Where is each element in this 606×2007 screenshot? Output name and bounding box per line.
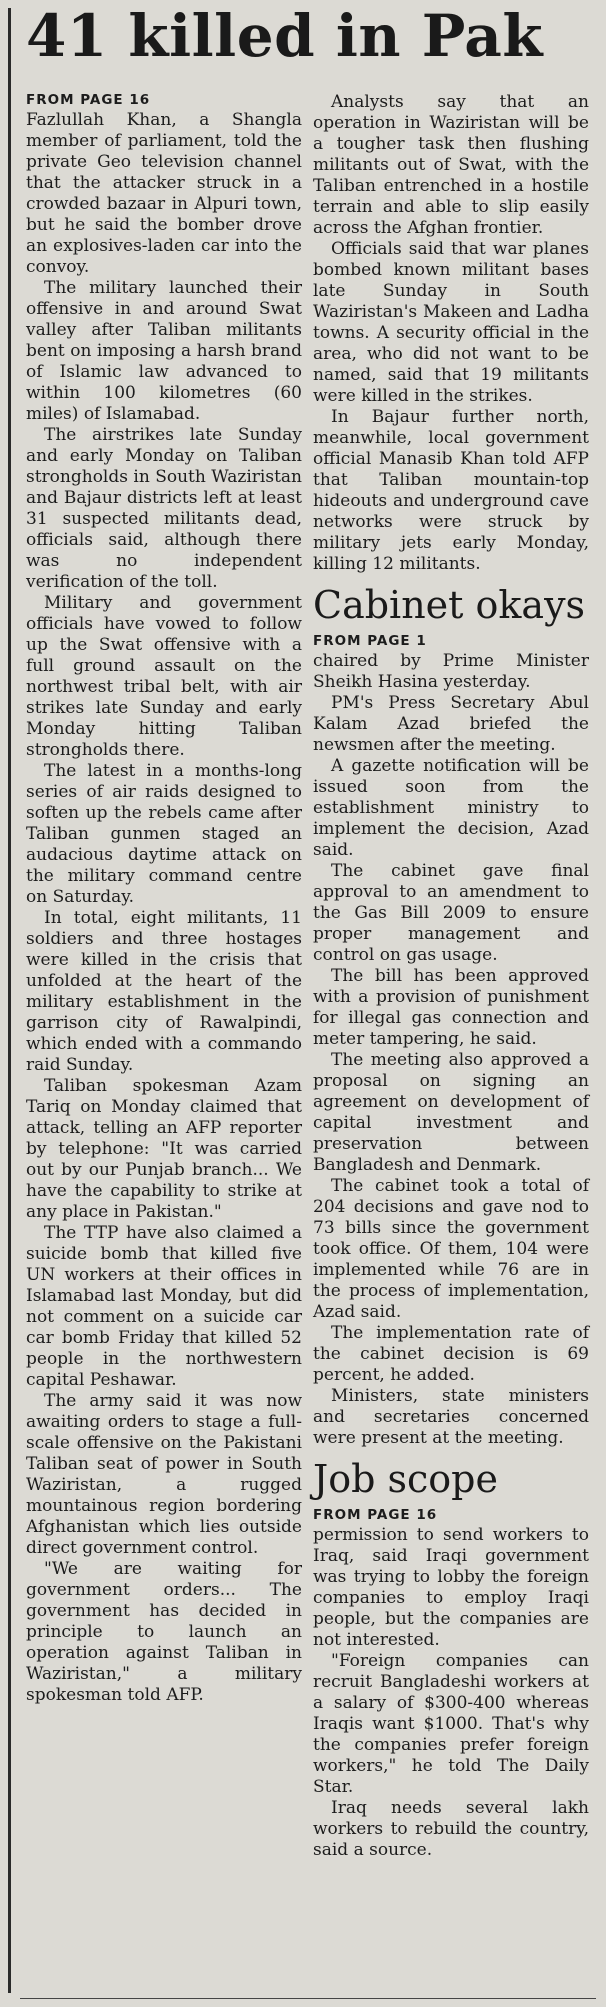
story3-kicker: FROM PAGE 16	[313, 1507, 438, 1523]
story2-paragraph: PM's Press Secretary Abul Kalam Azad briefed the newsmen after the meeting.	[313, 693, 589, 755]
story3-paragraph: "Foreign companies can recruit Bangladeshi workers at a salary of $300-400 whereas Iraqis want $1000. That's why the companies prefer foreign workers," he told The Daily Star.	[313, 1651, 589, 1797]
story1-paragraph: The military launched their offensive in and around Swat valley after Taliban militants bent on imposing a harsh brand of Islamic law advanced to within 100 kilometres (60 miles) of Islamabad.	[26, 278, 302, 424]
column-left	[26, 92, 302, 1706]
story2-paragraph: The cabinet gave final approval to an amendment to the Gas Bill 2009 to ensure proper management and control on gas usage.	[313, 861, 589, 965]
column-rule	[8, 8, 11, 1993]
bottom-rule	[20, 1998, 596, 1999]
story3-paragraph: Iraq needs several lakh workers to rebuild the country, said a source.	[313, 1798, 589, 1860]
story1-paragraph: The latest in a months-long series of air raids designed to soften up the rebels came after Taliban gunmen staged an audacious daytime attack on the military command centre on Saturday.	[26, 761, 302, 907]
story3-title: Job scope	[313, 1457, 498, 1501]
story2-paragraph: A gazette notification will be issued soon from the establishment ministry to implement the decision, Azad said.	[313, 756, 589, 860]
story3-paragraph: permission to send workers to Iraq, said Iraqi government was trying to lobby the foreign companies to employ Iraqi people, but the companies are not interested.	[313, 1525, 589, 1650]
story1-paragraph: In total, eight militants, 11 soldiers and three hostages were killed in the crisis that unfolded at the heart of the military establishment in the garrison city of Rawalpindi, which ended with a commando raid Sunday.	[26, 908, 302, 1075]
story2-kicker: FROM PAGE 1	[313, 633, 427, 649]
story1-paragraph: "We are waiting for government orders... The government has decided in principle to launch an operation against Taliban in Waziristan," a military spokesman told AFP.	[26, 1559, 302, 1705]
story1-paragraph: The army said it was now awaiting orders to stage a full-scale offensive on the Pakistani Taliban seat of power in South Waziristan, a rugged mountainous region bordering Afghanistan which lies outside direct government control.	[26, 1391, 302, 1558]
story1-paragraph: Military and government officials have vowed to follow up the Swat offensive with a full ground assault on the northwest tribal belt, with air strikes late Sunday and early Monday hitting Taliban strongholds there.	[26, 593, 302, 760]
story1-paragraph: The TTP have also claimed a suicide bomb that killed five UN workers at their offices in Islamabad last Monday, but did not comment on a suicide car car bomb Friday that killed 52 people in the northwestern capital Peshawar.	[26, 1223, 302, 1390]
story2-paragraph: chaired by Prime Minister Sheikh Hasina yesterday.	[313, 651, 589, 692]
story1-paragraph: Officials said that war planes bombed known militant bases late Sunday in South Waziristan's Makeen and Ladha towns. A security official in the area, who did not want to be named, said that 19 militants were killed in the strikes.	[313, 239, 589, 406]
headline: 41 killed in Pak	[26, 2, 544, 70]
story2-paragraph: The cabinet took a total of 204 decisions and gave nod to 73 bills since the government took office. Of them, 104 were implemented while 76 are in the process of implementation, Azad said.	[313, 1176, 589, 1322]
story2-paragraph: The bill has been approved with a provision of punishment for illegal gas connection and meter tampering, he said.	[313, 966, 589, 1049]
story2-paragraph: The meeting also approved a proposal on signing an agreement on development of capital investment and preservation between Bangladesh and Denmark.	[313, 1050, 589, 1175]
story1-paragraph: Analysts say that an operation in Waziristan will be a tougher task then flushing militants out of Swat, with the Taliban entrenched in a hostile terrain and able to slip easily across the Afghan frontier.	[313, 92, 589, 238]
story1-paragraph: Fazlullah Khan, a Shangla member of parliament, told the private Geo television channel that the attacker struck in a crowded bazaar in Alpuri town, but he said the bomber drove an explosives-laden car into the convoy.	[26, 110, 302, 277]
story1-paragraph: The airstrikes late Sunday and early Monday on Taliban strongholds in South Waziristan and Bajaur districts left at least 31 suspected militants dead, officials said, although there was no independent verification of the toll.	[26, 425, 302, 592]
story1-paragraph: Taliban spokesman Azam Tariq on Monday claimed that attack, telling an AFP reporter by telephone: "It was carried out by our Punjab branch... We have the capability to strike at any place in Pakistan."	[26, 1076, 302, 1222]
story2-title: Cabinet okays	[313, 583, 586, 627]
column-right	[313, 92, 589, 1861]
story2-paragraph: The implementation rate of the cabinet decision is 69 percent, he added.	[313, 1323, 589, 1385]
story2-paragraph: Ministers, state ministers and secretaries concerned were present at the meeting.	[313, 1386, 589, 1448]
story1-kicker: FROM PAGE 16	[26, 92, 151, 108]
story1-paragraph: In Bajaur further north, meanwhile, local government official Manasib Khan told AFP that Taliban mountain-top hideouts and underground cave networks were struck by military jets early Monday, killing 12 militants.	[313, 407, 589, 574]
